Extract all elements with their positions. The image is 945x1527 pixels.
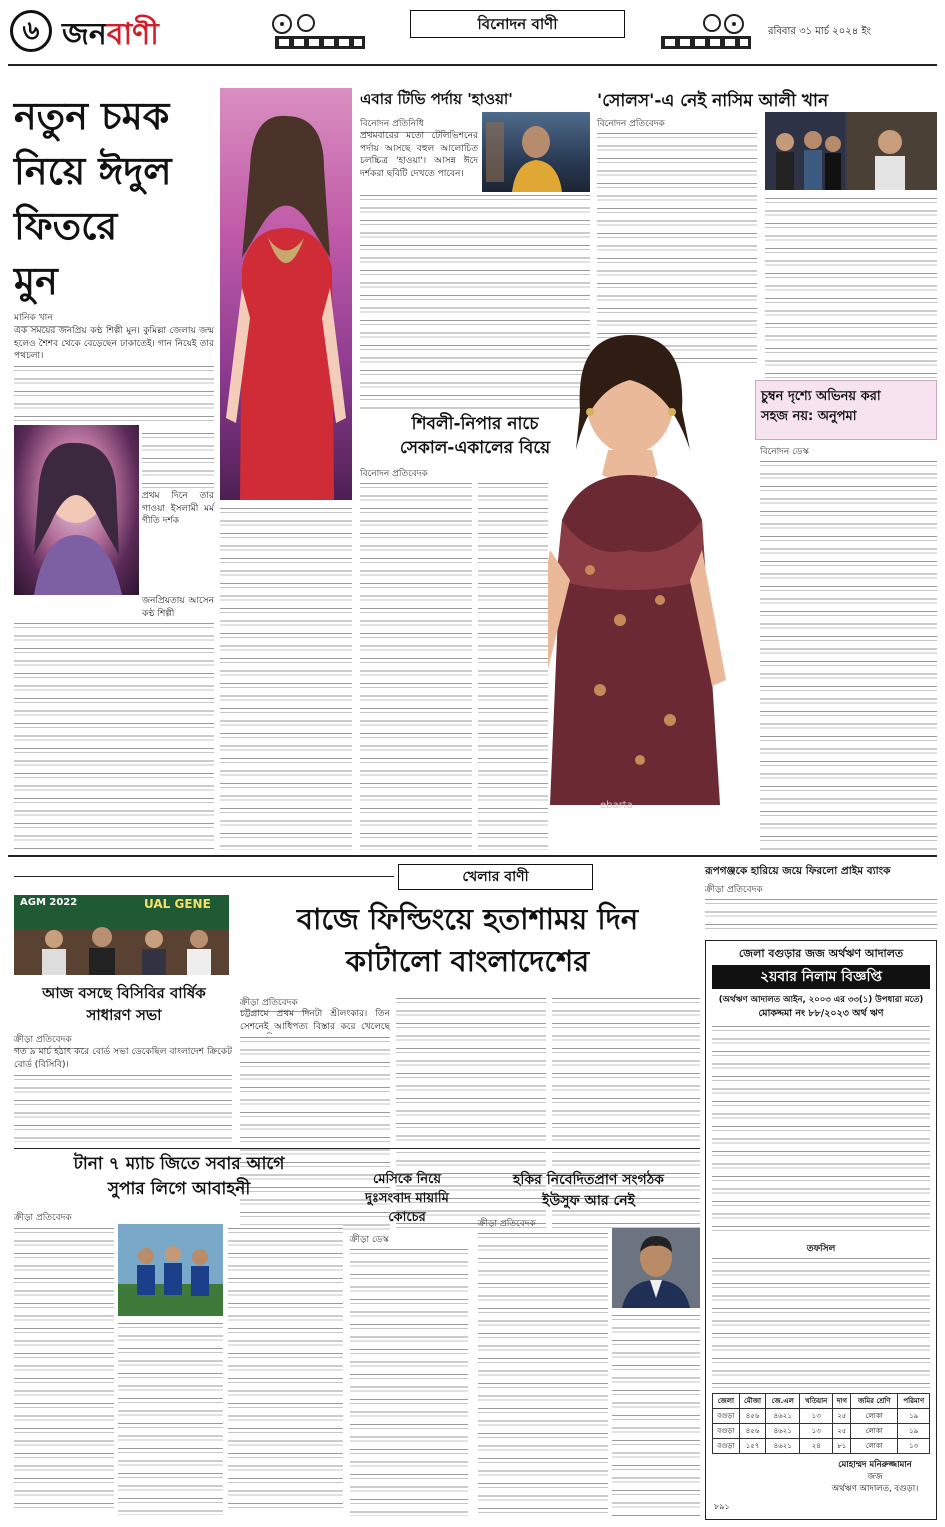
sports-main-headline xyxy=(235,898,700,982)
shibli-body-lines xyxy=(360,480,472,850)
abahani-headline-line1: টানা ৭ ম্যাচ জিতে সবার আগে xyxy=(73,1154,285,1174)
notice-signature-office: অর্থঋণ আদালত, বগুড়া। xyxy=(831,1484,919,1494)
bcb-headline-line1: আজ বসছে বিসিবির বার্ষিক xyxy=(42,984,206,1002)
anupama-byline: বিনোদন ডেস্ক xyxy=(760,444,820,461)
film-reel-icon xyxy=(270,12,370,52)
section-divider xyxy=(8,855,937,857)
sports-header-rule-left xyxy=(14,876,394,877)
table-cell: ৪৫৬ xyxy=(739,1409,766,1424)
munn-headline-line2: নিয়ে ঈদুল xyxy=(14,148,172,193)
hockey-body-lines-1 xyxy=(478,1230,608,1516)
notice-title: ২য়বার নিলাম বিজ্ঞপ্তি xyxy=(712,965,930,989)
auction-notice xyxy=(705,940,937,1520)
hawa-headline: এবার টিভি পর্দায় 'হাওয়া' xyxy=(360,90,513,108)
munn-photo-caption: জনপ্রিয়তায় আসেন কণ্ঠ শিল্পী xyxy=(142,596,214,619)
table-cell: ১৩ xyxy=(799,1409,832,1424)
table-cell: ৪৬২১ xyxy=(766,1439,800,1454)
messi-headline-line3: কোচের xyxy=(388,1210,426,1225)
table-header-cell: জমির শ্রেণি xyxy=(851,1394,898,1409)
bcb-headline xyxy=(14,982,234,1026)
bcb-agm-photo xyxy=(14,895,229,975)
table-cell: লোকা xyxy=(851,1439,898,1454)
agm-banner-text: AGM 2022 xyxy=(20,897,78,908)
prime-headline: রূপগঞ্জকে হারিয়ে জয়ে ফিরলো প্রাইম ব্যাংক xyxy=(705,865,891,877)
notice-body-lines-1 xyxy=(712,1023,930,1238)
hockey-yusuf-photo xyxy=(612,1228,700,1308)
prime-body-lines xyxy=(705,896,937,934)
munn-inset-text-lines xyxy=(142,430,214,490)
notice-signature-block xyxy=(816,1459,934,1495)
munn-column-2-lines xyxy=(220,505,352,850)
hockey-headline-line2: ইউসুফ আর নেই xyxy=(542,1193,635,1209)
table-header-row xyxy=(713,1394,930,1409)
abahani-body-lines-2 xyxy=(118,1320,223,1515)
table-cell: বগুড়া xyxy=(713,1424,740,1439)
messi-body-lines xyxy=(350,1246,468,1516)
section-title-box: বিনোদন বাণী xyxy=(410,10,625,38)
table-cell: ১৩ xyxy=(799,1424,832,1439)
table-cell: ২৫ xyxy=(833,1424,851,1439)
table-cell: লোকা xyxy=(851,1409,898,1424)
anupama-headline-box xyxy=(755,380,937,440)
sports-rule xyxy=(14,1148,700,1149)
notice-signature-title: জজ xyxy=(867,1472,883,1482)
munn-byline: মানিক খান xyxy=(14,310,69,327)
table-header-cell: দাগ xyxy=(833,1394,851,1409)
hockey-headline-line1: হকির নিবেদিতপ্রাণ সংগঠক xyxy=(513,1172,664,1188)
table-row xyxy=(713,1439,930,1454)
paper-name-part1: জন xyxy=(62,17,107,52)
munn-headline-line3: ফিতরে xyxy=(14,203,118,248)
abahani-headline xyxy=(14,1152,344,1202)
table-cell: ২৫ xyxy=(833,1409,851,1424)
abahani-headline-line2: সুপার লিগে আবাহনী xyxy=(107,1179,251,1199)
table-cell: ১৯ xyxy=(898,1409,930,1424)
notice-subtitle: (অর্থঋণ আদালত আইন, ২০০৩ এর ৩৩(১) উপধারা মতে) xyxy=(718,995,924,1005)
munn-headline-line1: নতুন চমক xyxy=(14,93,170,138)
souls-byline: বিনোদন প্রতিবেদক xyxy=(597,116,687,133)
table-cell: লোকা xyxy=(851,1424,898,1439)
table-cell: ৮১ xyxy=(833,1439,851,1454)
bcb-body: গত ৯ মার্চ হঠাৎ করে বোর্ড সভা ডেকেছিল বাংলাদেশ ক্রিকেট বোর্ড (বিসিবি)। xyxy=(14,1047,232,1070)
shibli-headline-line1: শিবলী-নিপার নাচে xyxy=(411,414,539,434)
table-cell: ৪৫৬ xyxy=(739,1424,766,1439)
table-cell: ১৩ xyxy=(898,1439,930,1454)
notice-schedule-title: তফসিল xyxy=(806,1244,836,1254)
notice-schedule-table xyxy=(712,1393,930,1454)
paper-name-part2: বাণী xyxy=(106,17,159,52)
messi-headline xyxy=(348,1170,466,1227)
paper-name xyxy=(62,10,159,61)
table-header-cell: মৌজা xyxy=(739,1394,766,1409)
sports-main-headline-line2: কাটালো বাংলাদেশের xyxy=(345,944,590,978)
hawa-byline: বিনোদন প্রতিনিধি xyxy=(360,116,450,133)
shibli-body-lines-2 xyxy=(478,480,548,850)
shibli-byline: বিনোদন প্রতিবেদক xyxy=(360,466,450,483)
anupama-headline-line2: সহজ নয়: অনুপমা xyxy=(761,409,857,424)
sports-main-byline: ক্রীড়া প্রতিবেদক xyxy=(240,995,310,1012)
notice-court: জেলা বগুড়ার জজ অর্থঋণ আদালত xyxy=(738,947,904,960)
sports-section-title: খেলার বাণী xyxy=(398,864,593,890)
messi-headline-line2: দুঃসংবাদ মায়ামি xyxy=(365,1191,449,1206)
hawa-photo xyxy=(482,112,590,192)
prime-byline: ক্রীড়া প্রতিবেদক xyxy=(705,882,775,899)
agm-banner-text2: UAL GENE xyxy=(144,897,211,911)
shibli-headline xyxy=(360,412,590,460)
watermark: ebarta xyxy=(600,800,633,811)
abahani-body-lines-3 xyxy=(228,1225,343,1515)
bcb-byline: ক্রীড়া প্রতিবেদক xyxy=(14,1032,84,1049)
munn-main-photo xyxy=(220,88,352,500)
munn-body-lines-2 xyxy=(14,620,214,850)
table-cell: ৪৬২১ xyxy=(766,1424,800,1439)
sports-main-headline-line1: বাজে ফিল্ডিংয়ে হতাশাময় দিন xyxy=(296,902,639,936)
souls-headline: 'সোলস'-এ নেই নাসিম আলী খান xyxy=(597,91,829,111)
hawa-body: প্রথমবারের মতো টেলিভিশনের পর্দায় আসছে বহুল আলোচিত চলচ্চিত্র 'হাওয়া'। আসন্ন ঈদে দর্শকরা ছবিটি দেখতে পাবেন। xyxy=(360,131,478,179)
table-header-cell: পরিমাণ xyxy=(898,1394,930,1409)
hockey-body-lines-2 xyxy=(612,1312,700,1516)
table-cell: বগুড়া xyxy=(713,1409,740,1424)
abahani-photo xyxy=(118,1224,223,1316)
table-cell: ১৯ xyxy=(898,1424,930,1439)
table-cell: ৪৬২১ xyxy=(766,1409,800,1424)
sports-main-body: চট্টগ্রামে প্রথম দিনটা শ্রীলংকার। তিন সেশনেই আধিপত্য বিস্তার করে খেলেছে xyxy=(240,1009,390,1032)
souls-body-lines-2 xyxy=(765,195,937,380)
shibli-headline-line2: সেকাল-একালের বিয়ে xyxy=(399,438,551,458)
issue-date: রবিবার ৩১ মার্চ ২০২৪ ইং xyxy=(768,26,871,37)
page-number: ৬ xyxy=(10,10,52,52)
notice-case-no: মোকদ্দমা নং ৮৮/২০২৩ অর্থ ঋণ xyxy=(758,1008,884,1019)
table-header-cell: খতিয়ান xyxy=(799,1394,832,1409)
notice-signature: মোহাম্মদ মনিরুজ্জামান xyxy=(838,1460,912,1470)
hockey-byline: ক্রীড়া প্রতিবেদক xyxy=(478,1216,548,1233)
bcb-body-lines xyxy=(14,1072,232,1142)
munn-lead: এক সময়ের জনপ্রিয় কণ্ঠ শিল্পী মুন। কুমিল্লা জেলায় জন্ম হলেও শৈশব থেকে বেড়েছেন ঢাকাতেই। গান নিয়েই তার পথচলা। xyxy=(14,326,214,361)
table-cell: ২৪ xyxy=(799,1439,832,1454)
munn-body-lines xyxy=(14,363,214,423)
table-cell: ১৫৭ xyxy=(739,1439,766,1454)
masthead-rule xyxy=(8,64,937,66)
table-cell: বগুড়া xyxy=(713,1439,740,1454)
anupama-headline-line1: চুম্বন দৃশ্যে অভিনয় করা xyxy=(761,389,881,404)
munn-inset-text: প্রথম দিনে তার গাওয়া ইসলামী মর্ম গীতি দর্শক xyxy=(142,491,214,526)
souls-band-photo xyxy=(765,112,937,190)
notice-footer-code: ৮৯১ xyxy=(714,1502,730,1511)
messi-headline-line1: মেসিকে নিয়ে xyxy=(372,1172,441,1187)
munn-headline-line4: মুন xyxy=(14,258,58,303)
hockey-headline xyxy=(476,1170,701,1212)
messi-byline: ক্রীড়া ডেস্ক xyxy=(350,1232,405,1249)
film-reel-icon-right xyxy=(656,12,756,52)
munn-inset-photo xyxy=(14,425,139,595)
munn-headline xyxy=(14,88,209,308)
abahani-byline: ক্রীড়া প্রতিবেদক xyxy=(14,1210,84,1227)
table-row xyxy=(713,1409,930,1424)
anupama-body-lines xyxy=(760,458,937,850)
abahani-body-lines-1 xyxy=(14,1225,114,1515)
table-header-cell: জে.এল xyxy=(766,1394,800,1409)
table-row xyxy=(713,1424,930,1439)
table-header-cell: জেলা xyxy=(713,1394,740,1409)
bcb-headline-line2: সাধারণ সভা xyxy=(86,1006,162,1024)
notice-body-lines-2 xyxy=(712,1255,930,1391)
masthead xyxy=(0,0,945,76)
